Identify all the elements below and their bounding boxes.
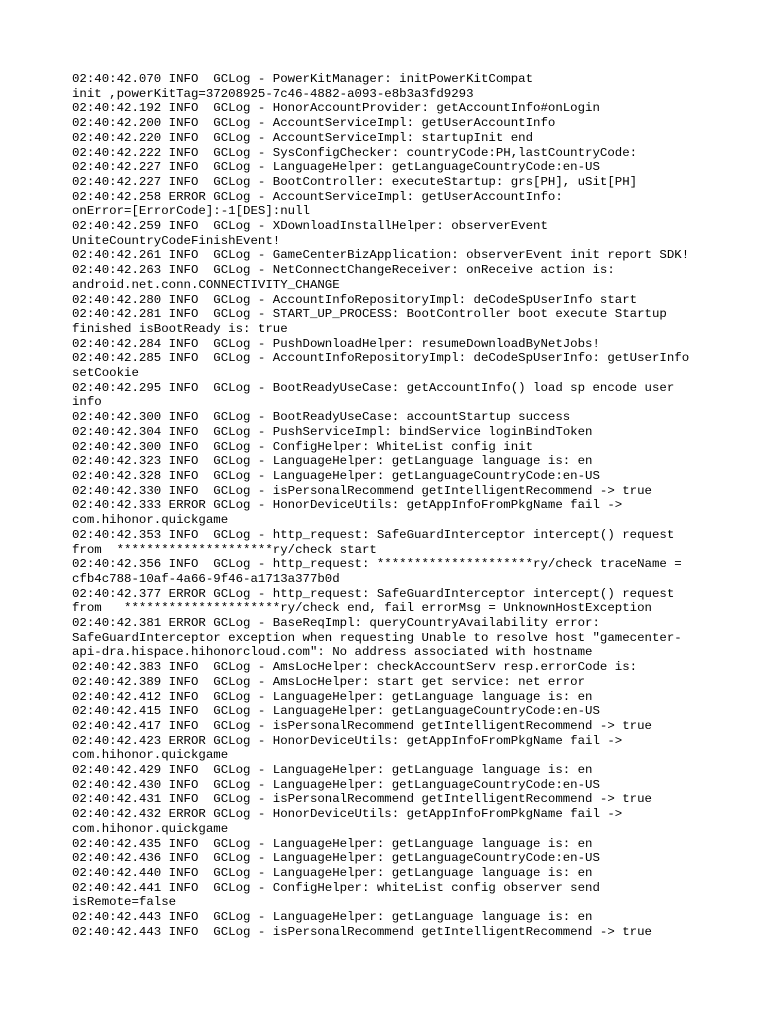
log-line: 02:40:42.383 INFO GCLog - AmsLocHelper: checkAccountServ resp.errorCode is: [72, 660, 638, 675]
log-line: SafeGuardInterceptor exception when requesting Unable to resolve host "gamecenter- [72, 630, 682, 645]
log-line: api-dra.hispace.hihonorcloud.com": No address associated with hostname [72, 645, 593, 660]
log-line: 02:40:42.285 INFO GCLog - AccountInfoRepositoryImpl: deCodeSpUserInfo: getUserInfo [72, 351, 690, 366]
log-line: 02:40:42.263 INFO GCLog - NetConnectChangeReceiver: onReceive action is: [72, 263, 615, 278]
log-line: 02:40:42.192 INFO GCLog - HonorAccountProvider: getAccountInfo#onLogin [72, 101, 600, 116]
log-line: UniteCountryCodeFinishEvent! [72, 233, 281, 248]
log-line: 02:40:42.281 INFO GCLog - START_UP_PROCESS: BootController boot execute Startup [72, 307, 667, 322]
log-line: 02:40:42.323 INFO GCLog - LanguageHelper: getLanguage language is: en [72, 454, 593, 469]
log-line: 02:40:42.432 ERROR GCLog - HonorDeviceUtils: getAppInfoFromPkgName fail -> [72, 807, 623, 822]
log-line: 02:40:42.328 INFO GCLog - LanguageHelper: getLanguageCountryCode:en-US [72, 468, 600, 483]
log-line: finished isBootReady is: true [72, 321, 288, 336]
log-line: 02:40:42.300 INFO GCLog - BootReadyUseCase: accountStartup success [72, 410, 571, 425]
log-line: 02:40:42.423 ERROR GCLog - HonorDeviceUtils: getAppInfoFromPkgName fail -> [72, 733, 623, 748]
log-line: 02:40:42.431 INFO GCLog - isPersonalRecommend getIntelligentRecommend -> true [72, 792, 652, 807]
log-line: 02:40:42.295 INFO GCLog - BootReadyUseCase: getAccountInfo() load sp encode user [72, 380, 675, 395]
log-line: 02:40:42.440 INFO GCLog - LanguageHelper: getLanguage language is: en [72, 865, 593, 880]
log-line: 02:40:42.220 INFO GCLog - AccountServiceImpl: startupInit end [72, 130, 534, 145]
log-line: from *********************ry/check start [72, 542, 377, 557]
log-line: cfb4c788-10af-4a66-9f46-a1713a377b0d [72, 571, 340, 586]
log-line: 02:40:42.389 INFO GCLog - AmsLocHelper: start get service: net error [72, 674, 586, 689]
log-line: 02:40:42.436 INFO GCLog - LanguageHelper: getLanguageCountryCode:en-US [72, 851, 600, 866]
log-line: 02:40:42.330 INFO GCLog - isPersonalRecommend getIntelligentRecommend -> true [72, 483, 652, 498]
log-line: 02:40:42.429 INFO GCLog - LanguageHelper: getLanguage language is: en [72, 763, 593, 778]
log-document [72, 72, 712, 939]
log-line: 02:40:42.381 ERROR GCLog - BaseReqImpl: queryCountryAvailability error: [72, 616, 600, 631]
log-line: 02:40:42.258 ERROR GCLog - AccountServiceImpl: getUserAccountInfo: [72, 189, 563, 204]
log-line: 02:40:42.227 INFO GCLog - BootController: executeStartup: grs[PH], uSit[PH] [72, 174, 638, 189]
log-line: 02:40:42.353 INFO GCLog - http_request: SafeGuardInterceptor intercept() request [72, 527, 675, 542]
log-line: 02:40:42.443 INFO GCLog - LanguageHelper: getLanguage language is: en [72, 910, 593, 925]
log-line: 02:40:42.280 INFO GCLog - AccountInfoRepositoryImpl: deCodeSpUserInfo start [72, 292, 638, 307]
log-line: 02:40:42.415 INFO GCLog - LanguageHelper: getLanguageCountryCode:en-US [72, 704, 600, 719]
log-line: 02:40:42.430 INFO GCLog - LanguageHelper: getLanguageCountryCode:en-US [72, 777, 600, 792]
log-line: 02:40:42.356 INFO GCLog - http_request: *********************ry/check traceName = [72, 557, 682, 572]
log-line: 02:40:42.070 INFO GCLog - PowerKitManager: initPowerKitCompat [72, 72, 534, 86]
log-line: com.hihonor.quickgame [72, 513, 229, 528]
log-line: 02:40:42.443 INFO GCLog - isPersonalRecommend getIntelligentRecommend -> true [72, 924, 652, 939]
log-line: com.hihonor.quickgame [72, 748, 229, 763]
log-line: 02:40:42.300 INFO GCLog - ConfigHelper: WhiteList config init [72, 439, 534, 454]
log-line: setCookie [72, 366, 139, 381]
log-line: 02:40:42.284 INFO GCLog - PushDownloadHelper: resumeDownloadByNetJobs! [72, 336, 600, 351]
log-line: init ,powerKitTag=37208925-7c46-4882-a093-e8b3a3fd9293 [72, 86, 474, 101]
log-line: 02:40:42.227 INFO GCLog - LanguageHelper: getLanguageCountryCode:en-US [72, 160, 600, 175]
log-line: onError=[ErrorCode]:-1[DES]:null [72, 204, 310, 219]
log-line: 02:40:42.412 INFO GCLog - LanguageHelper: getLanguage language is: en [72, 689, 593, 704]
log-line: 02:40:42.435 INFO GCLog - LanguageHelper: getLanguage language is: en [72, 836, 593, 851]
log-line: info [72, 395, 102, 410]
log-line: 02:40:42.261 INFO GCLog - GameCenterBizApplication: observerEvent init report SDK! [72, 248, 690, 263]
log-line: 02:40:42.304 INFO GCLog - PushServiceImpl: bindService loginBindToken [72, 424, 593, 439]
log-line: 02:40:42.377 ERROR GCLog - http_request: SafeGuardInterceptor intercept() request [72, 586, 675, 601]
log-line: isRemote=false [72, 895, 177, 910]
log-line: com.hihonor.quickgame [72, 821, 229, 836]
log-line: 02:40:42.259 INFO GCLog - XDownloadInstallHelper: observerEvent [72, 219, 548, 234]
log-line: 02:40:42.417 INFO GCLog - isPersonalRecommend getIntelligentRecommend -> true [72, 718, 652, 733]
log-line: from *********************ry/check end, fail errorMsg = UnknownHostException [72, 601, 652, 616]
log-line: android.net.conn.CONNECTIVITY_CHANGE [72, 277, 340, 292]
log-line: 02:40:42.441 INFO GCLog - ConfigHelper: whiteList config observer send [72, 880, 600, 895]
log-line: 02:40:42.333 ERROR GCLog - HonorDeviceUtils: getAppInfoFromPkgName fail -> [72, 498, 623, 513]
log-line: 02:40:42.200 INFO GCLog - AccountServiceImpl: getUserAccountInfo [72, 116, 556, 131]
log-line: 02:40:42.222 INFO GCLog - SysConfigChecker: countryCode:PH,lastCountryCode: [72, 145, 638, 160]
